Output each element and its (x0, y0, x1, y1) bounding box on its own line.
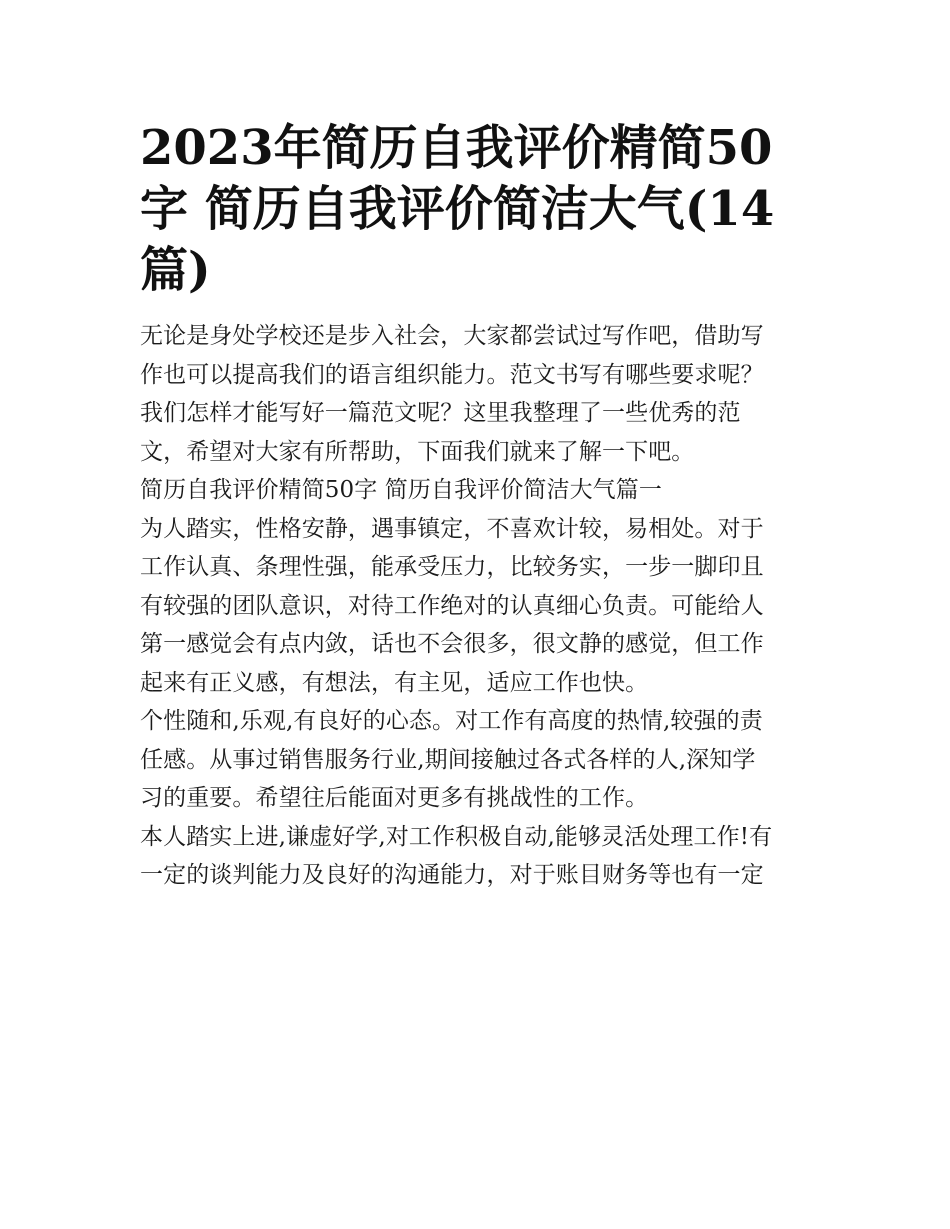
text-line: 我们怎样才能写好一篇范文呢？这里我整理了一些优秀的范 (140, 400, 741, 426)
text-line: 任感。从事过销售服务行业,期间接触过各式各样的人,深知学 (140, 746, 756, 773)
title-line: 2023年简历自我评价精简50 (140, 120, 773, 176)
body-paragraph (140, 510, 812, 703)
text-line: 作也可以提高我们的语言组织能力。范文书写有哪些要求呢？ (140, 361, 764, 388)
section-heading (140, 471, 812, 510)
text-line: 工作认真、条理性强，能承受压力，比较务实，一步一脚印且 (140, 554, 764, 580)
text-line: 第一感觉会有点内敛，话也不会很多，很文静的感觉，但工作 (140, 631, 764, 657)
document-title (140, 118, 812, 301)
text-line: 无论是身处学校还是步入社会，大家都尝试过写作吧，借助写 (140, 323, 764, 349)
text-line: 个性随和,乐观,有良好的心态。对工作有高度的热情,较强的责 (140, 708, 763, 734)
text-line: 为人踏实，性格安静，遇事镇定，不喜欢计较，易相处。对于 (140, 515, 764, 542)
title-line: 字 简历自我评价简洁大气(14 (140, 181, 775, 237)
document-page (140, 118, 812, 895)
text-line: 文，希望对大家有所帮助，下面我们就来了解一下吧。 (140, 438, 695, 465)
body-paragraph (140, 818, 812, 895)
text-line: 起来有正义感，有想法，有主见，适应工作也快。 (140, 669, 649, 696)
title-line: 篇) (140, 242, 211, 298)
intro-paragraph (140, 317, 812, 471)
body-paragraph (140, 702, 812, 818)
text-line: 简历自我评价精简50字 简历自我评价简洁大气篇一 (140, 477, 662, 503)
text-line: 本人踏实上进,谦虚好学,对工作积极自动,能够灵活处理工作!有 (140, 823, 773, 850)
text-line: 有较强的团队意识，对待工作绝对的认真细心负责。可能给人 (140, 592, 764, 619)
text-line: 习的重要。希望往后能面对更多有挑战性的工作。 (140, 785, 649, 811)
text-line: 一定的谈判能力及良好的沟通能力，对于账目财务等也有一定 (140, 862, 764, 888)
